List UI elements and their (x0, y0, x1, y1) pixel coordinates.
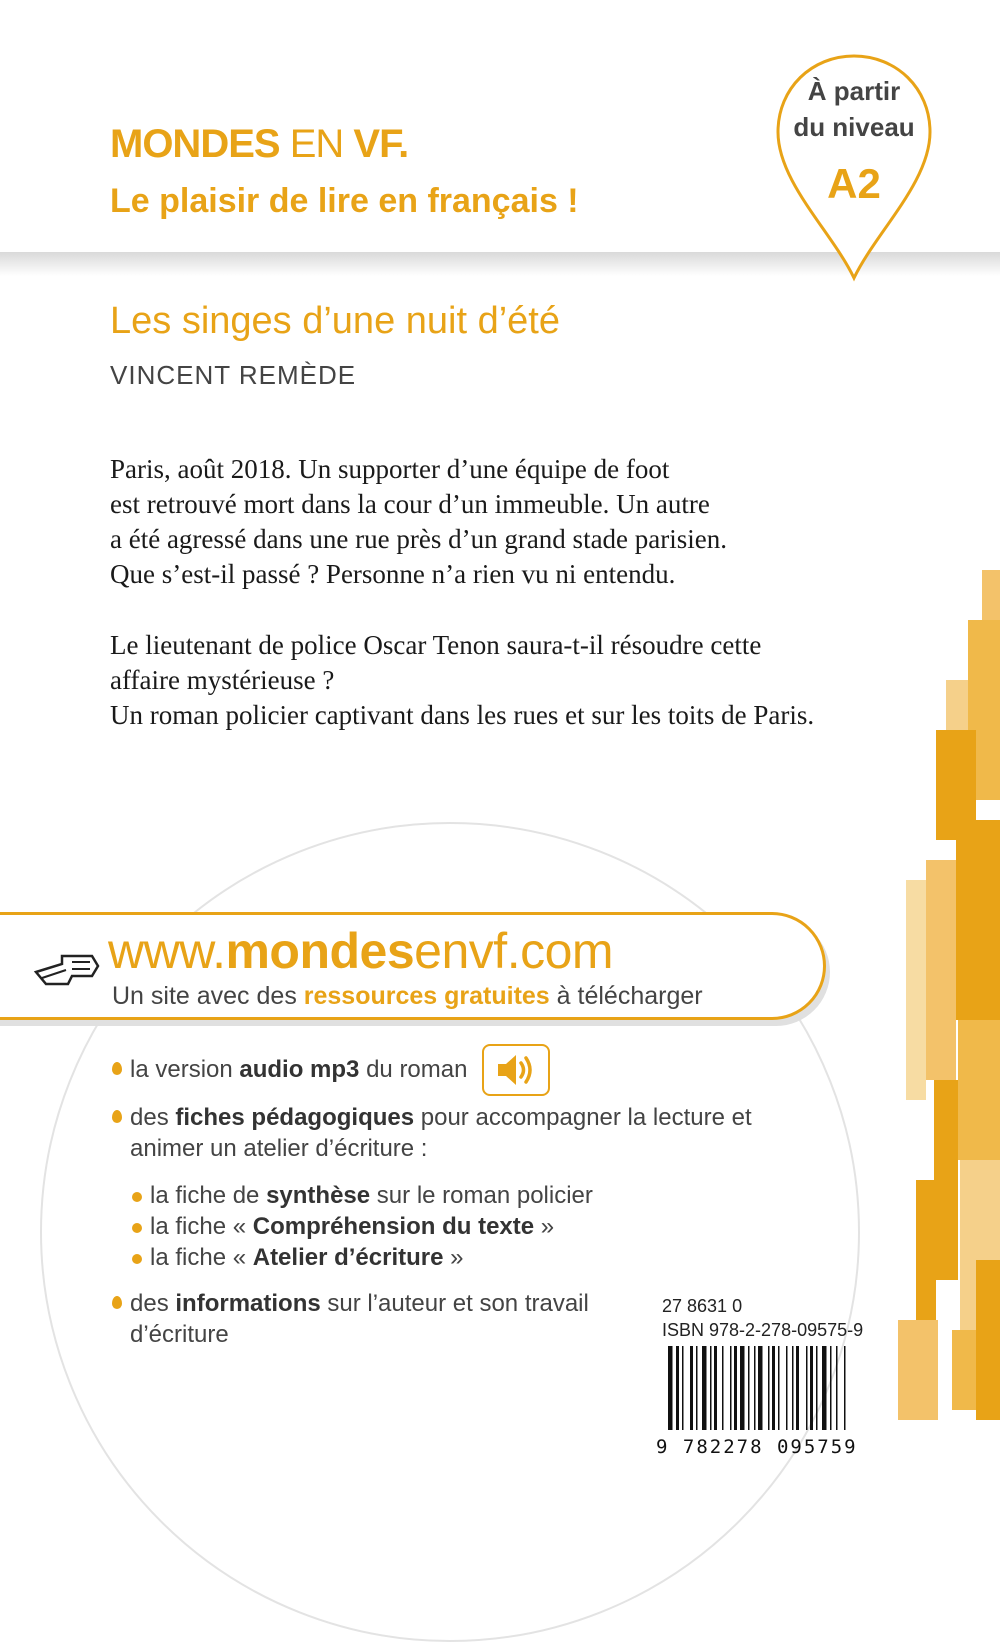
bullet-icon (112, 1110, 122, 1123)
website-url[interactable]: www.mondesenvf.com (108, 923, 614, 979)
product-code: 27 8631 0 (662, 1296, 743, 1316)
feature-fiches: des fiches pédagogiques pour accompagner la lecture et animer un atelier d’écriture : (130, 1104, 752, 1162)
isbn-number: ISBN 978-2-278-09575-9 (662, 1320, 864, 1340)
book-title: Les singes d’une nuit d’été (110, 300, 560, 342)
blurb-line: Paris, août 2018. Un supporter d’une équipe de foot (110, 454, 670, 484)
blurb-line: a été agressé dans une rue près d’un grand stade parisien. (110, 524, 728, 554)
blurb-line: Que s’est-il passé ? Personne n’a rien vu ni entendu. (110, 559, 676, 589)
feature-fiche-comprehension: la fiche « Compréhension du texte » (150, 1213, 555, 1240)
bullet-icon (132, 1223, 142, 1233)
blurb-line: Un roman policier captivant dans les rues et sur les toits de Paris. (110, 700, 815, 730)
blurb-line: Le lieutenant de police Oscar Tenon saura-t-il résoudre cette (110, 630, 762, 660)
series-brand: MONDES EN VF. (110, 122, 409, 166)
bullet-icon (132, 1192, 142, 1202)
blurb-paragraph-1 (110, 452, 910, 592)
blurb-paragraph-2 (110, 628, 910, 733)
pointing-hand-icon (32, 942, 102, 992)
bullet-icon (112, 1062, 122, 1075)
feature-fiche-atelier: la fiche « Atelier d’écriture » (150, 1244, 464, 1271)
bullet-icon (112, 1296, 122, 1309)
blurb-line: affaire mystérieuse ? (110, 665, 335, 695)
level-value: A2 (827, 160, 881, 207)
barcode-digits: 9 782278 095759 (656, 1436, 858, 1458)
blurb-line: est retrouvé mort dans la cour d’un immeuble. Un autre (110, 489, 710, 519)
series-tagline: Le plaisir de lire en français ! (110, 182, 579, 220)
feature-fiche-synthese: la fiche de synthèse sur le roman policier (150, 1182, 593, 1209)
francophone-wordcloud-decoration (896, 560, 1000, 1430)
level-label-line2: du niveau (793, 112, 915, 142)
level-label-line1: À partir (807, 76, 901, 106)
bullet-icon (132, 1254, 142, 1264)
speaker-icon (482, 1044, 550, 1096)
barcode (668, 1346, 898, 1430)
feature-informations: des informations sur l’auteur et son travail d’écriture (130, 1290, 589, 1348)
feature-audio: la version audio mp3 du roman (130, 1056, 468, 1083)
book-author: VINCENT REMÈDE (110, 360, 357, 390)
website-subtitle: Un site avec des ressources gratuites à télécharger (112, 982, 703, 1010)
